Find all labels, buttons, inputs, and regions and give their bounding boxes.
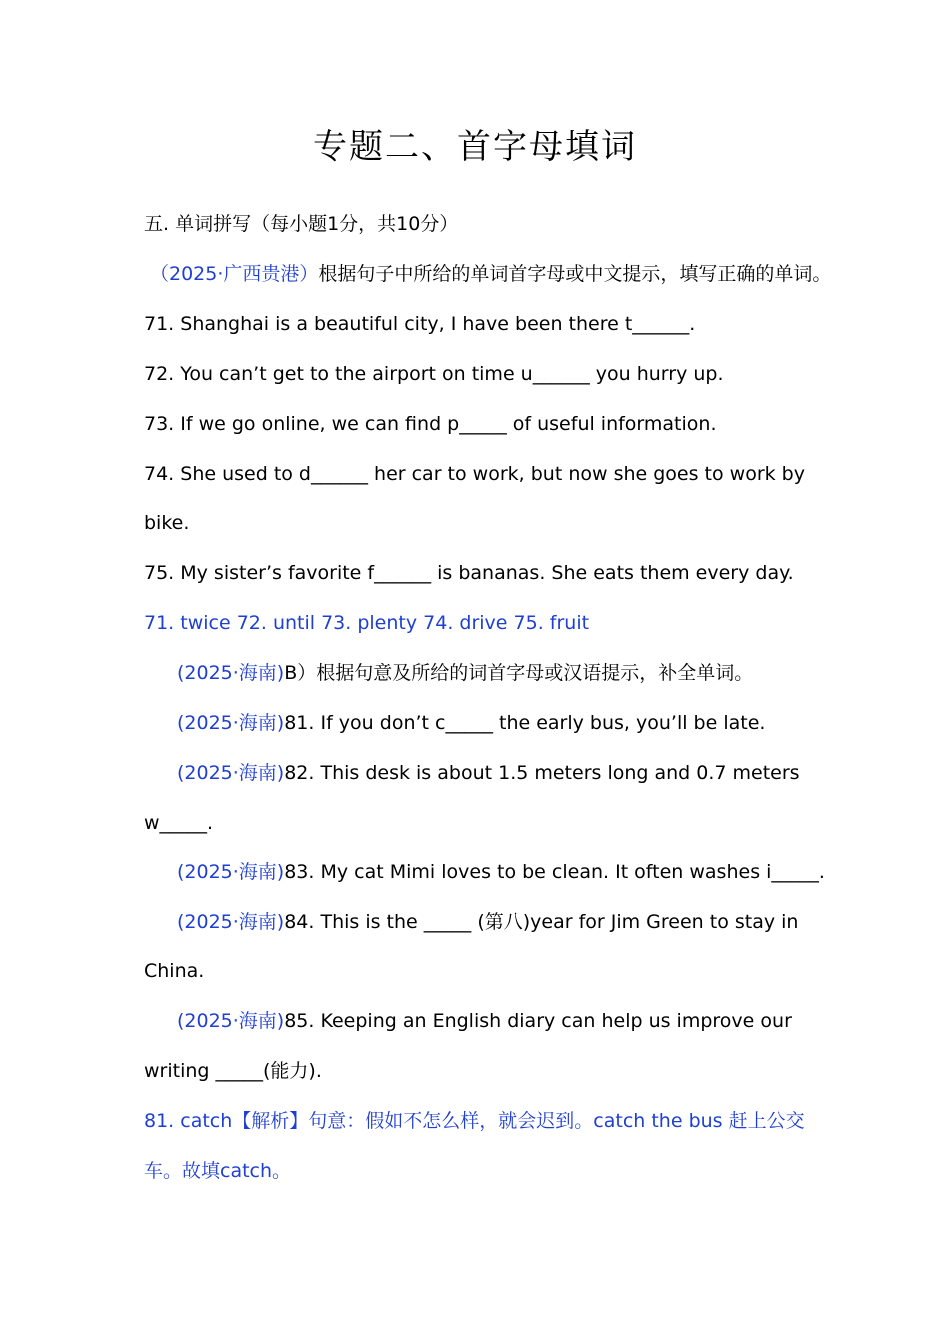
source-tag: (2025·海南): [177, 662, 285, 684]
source-tag: (2025·海南): [177, 1010, 285, 1032]
source-tag: （2025·广西贵港）: [150, 263, 319, 285]
question-82-line2: w_____.: [144, 812, 214, 834]
question-84-line1: [177, 907, 867, 937]
question-text: 84. This is the _____ (第八)year for Jim Green to stay in: [284, 911, 799, 933]
answers-71-75: 71. twice 72. until 73. plenty 74. drive 75. fruit: [144, 612, 590, 634]
question-84-line2: China.: [144, 960, 205, 982]
question-text: 81. If you don’t c_____ the early bus, you’ll be late.: [284, 712, 766, 734]
question-74-line1: 74. She used to d______ her car to work, but now she goes to work by: [144, 463, 805, 485]
question-75: 75. My sister’s favorite f______ is bananas. She eats them every day.: [144, 562, 794, 584]
question-83: [177, 857, 867, 887]
source-tag: (2025·海南): [177, 762, 285, 784]
question-85-line2: writing _____(能力).: [144, 1060, 322, 1082]
question-72: 72. You can’t get to the airport on time u______ you hurry up.: [144, 363, 724, 385]
question-85-line1: [177, 1006, 867, 1036]
question-73: 73. If we go online, we can find p_____ of useful information.: [144, 413, 717, 435]
part2-instruction: [177, 658, 867, 688]
question-81: [177, 708, 867, 738]
question-text: 82. This desk is about 1.5 meters long and 0.7 meters: [284, 762, 800, 784]
analysis-81-line1: 81. catch【解析】句意：假如不怎么样，就会迟到。catch the bus 赶上公交: [144, 1110, 805, 1132]
section-heading: 五. 单词拼写（每小题1分，共10分）: [144, 213, 459, 235]
question-text: 85. Keeping an English diary can help us improve our: [284, 1010, 792, 1032]
analysis-81-line2: 车。故填catch。: [144, 1160, 292, 1182]
source-tag: (2025·海南): [177, 911, 285, 933]
page-title: 专题二、首字母填词: [313, 127, 637, 167]
question-71: 71. Shanghai is a beautiful city, I have been there t______.: [144, 313, 696, 335]
source-tag: (2025·海南): [177, 712, 285, 734]
question-82-line1: [177, 758, 867, 788]
source-tag: (2025·海南): [177, 861, 285, 883]
instruction-text: 根据句子中所给的单词首字母或中文提示，填写正确的单词。: [318, 263, 832, 285]
instruction-text: B）根据句意及所给的词首字母或汉语提示，补全单词。: [284, 662, 754, 684]
question-text: 83. My cat Mimi loves to be clean. It often washes i_____.: [284, 861, 825, 883]
question-74-line2: bike.: [144, 512, 190, 534]
part1-instruction: [144, 259, 834, 289]
